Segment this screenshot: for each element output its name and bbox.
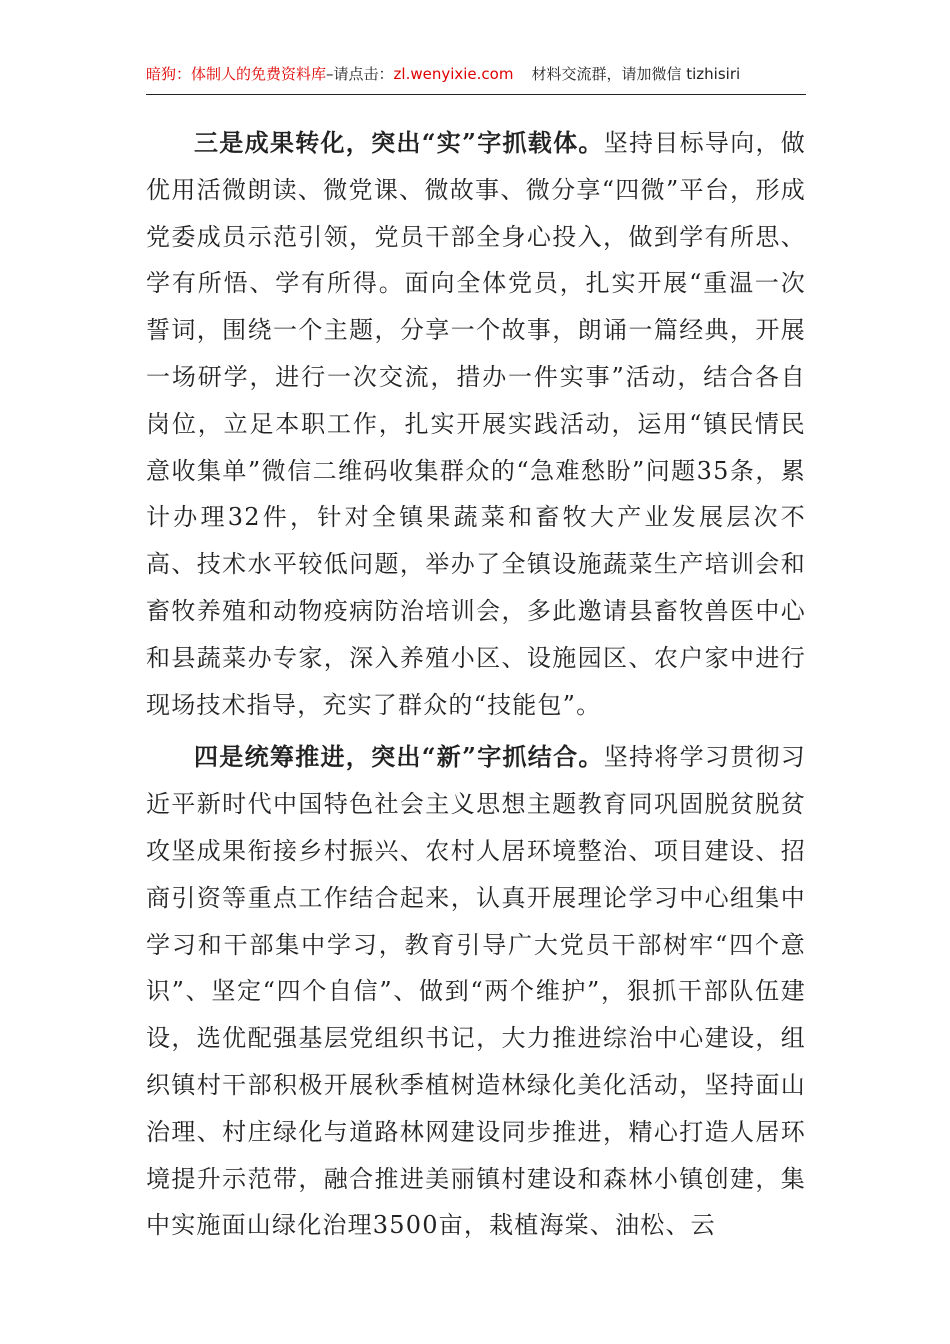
header-click-prompt: –请点击： xyxy=(326,65,394,83)
document-body xyxy=(146,120,806,1249)
paragraph-4 xyxy=(146,734,806,1249)
page-header xyxy=(146,62,806,86)
paragraph-lead: 三是成果转化，突出“实”字抓载体。 xyxy=(194,128,604,157)
paragraph-3 xyxy=(146,120,806,728)
paragraph-lead: 四是统筹推进，突出“新”字抓结合。 xyxy=(194,742,604,772)
header-site-name: 暗狗：体制人的免费资料库 xyxy=(146,65,327,83)
header-wechat-note: 材料交流群，请加微信 tizhisiri xyxy=(531,65,741,83)
header-divider xyxy=(146,94,806,95)
paragraph-text: 坚持将学习贯彻习近平新时代中国特色社会主义思想主题教育同巩固脱贫脱贫攻坚成果衔接乡村振兴、农村人居环境整治、项目建设、招商引资等重点工作结合起来，认真开展理论学习中心组集中学习和干部集中学习，教育引导广大党员干部树牢“四个意识”、坚定“四个自信”、做到“两个维护”，狠抓干部队伍建设，选优配强基层党组织书记，大力推进综治中心建设，组织镇村干部积极开展秋季植树造林绿化美化活动，坚持面山治理、村庄绿化与道路林网建设同步推进，精心打造人居环境提升示范带，融合推进美丽镇村建设和森林小镇创建，集中实施面山绿化治理3500亩，栽植海棠、油松、云 xyxy=(146,743,806,1240)
header-url-link[interactable]: zl.wenyixie.com xyxy=(393,65,514,83)
paragraph-text: 坚持目标导向，做优用活微朗读、微党课、微故事、微分享“四微”平台，形成党委成员示范引领，党员干部全身心投入，做到学有所思、学有所悟、学有所得。面向全体党员，扎实开展“重温一次誓词，围绕一个主题，分享一个故事，朗诵一篇经典，开展一场研学，进行一次交流，措办一件实事”活动，结合各自岗位，立足本职工作，扎实开展实践活动，运用“镇民情民意收集单”微信二维码收集群众的“急难愁盼”问题35条，累计办理32件，针对全镇果蔬菜和畜牧大产业发展层次不高、技术水平较低问题，举办了全镇设施蔬菜生产培训会和畜牧养殖和动物疫病防治培训会，多此邀请县畜牧兽医中心和县蔬菜办专家，深入养殖小区、设施园区、农户家中进行现场技术指导，充实了群众的“技能包”。 xyxy=(146,129,806,719)
